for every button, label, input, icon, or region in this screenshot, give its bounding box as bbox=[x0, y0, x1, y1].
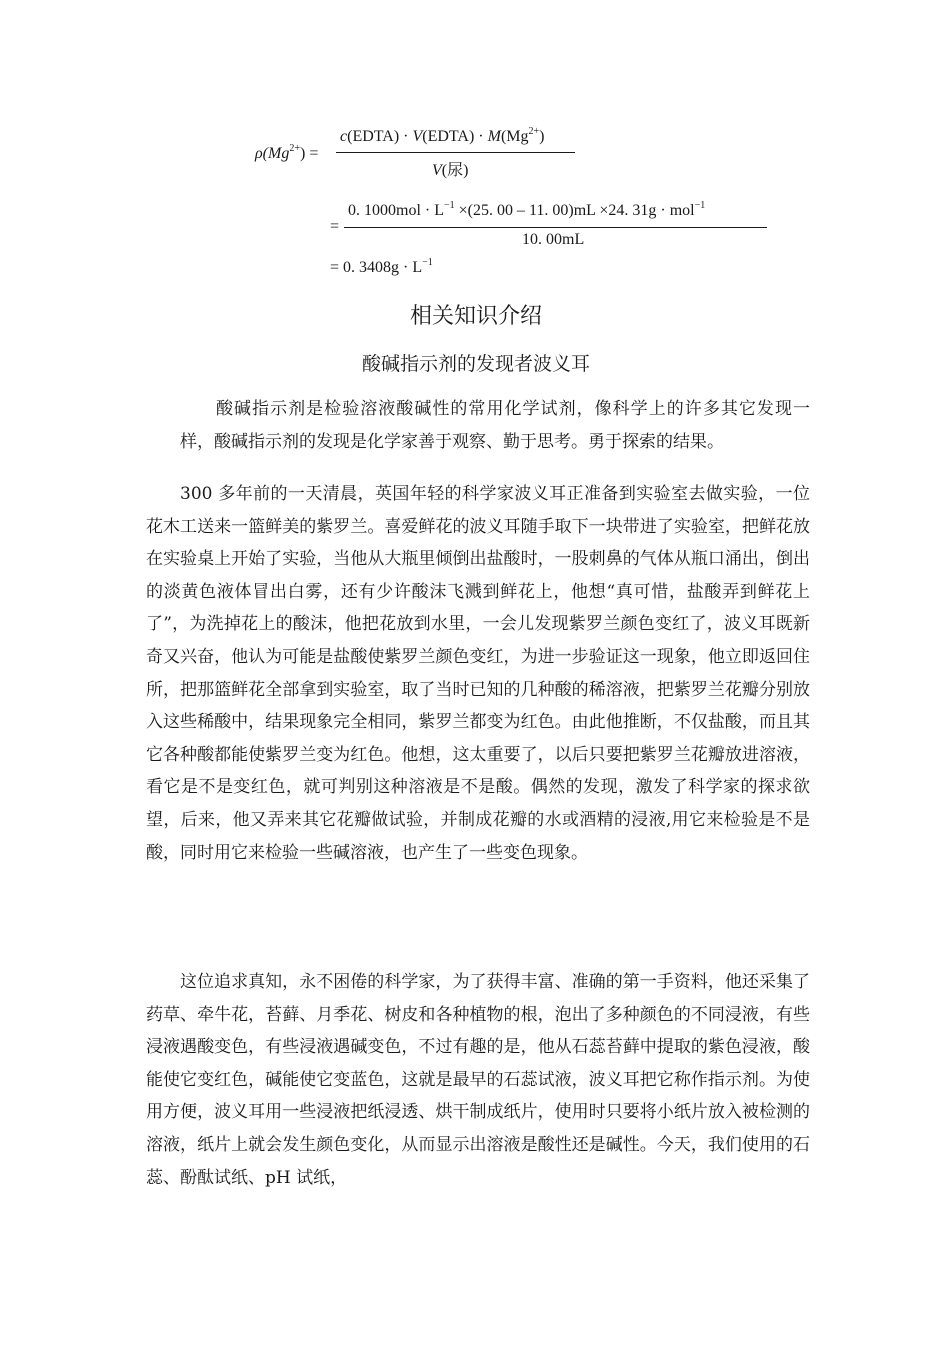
section-subheading: 酸碱指示剂的发现者波义耳 bbox=[361, 353, 590, 375]
formula-denominator-2 bbox=[522, 231, 584, 249]
num1-mg: (Mg bbox=[500, 128, 529, 145]
result-sup: −1 bbox=[422, 257, 433, 268]
fraction-line-1 bbox=[336, 152, 575, 153]
formula-lhs-sup: 2+ bbox=[289, 143, 300, 154]
num1-v: V bbox=[412, 128, 423, 145]
den2-text: 10. 00mL bbox=[522, 231, 585, 248]
num1-close: ) bbox=[539, 128, 545, 145]
num1-edta-2: (EDTA) · bbox=[422, 128, 488, 145]
paragraph-2: 300 多年前的一天清晨，英国年轻的科学家波义耳正准备到实验室去做实验，一位花木工送来一篮鲜美的紫罗兰。喜爱鲜花的波义耳随手取下一块带进了实验室，把鲜花放在实验桌上开始了实验，当他从大瓶里倾倒出盐酸时，一股刺鼻的气体从瓶口涌出，倒出的淡黄色液体冒出白雾，还有少许酸沫飞溅到鲜花上，他想“真可惜，盐酸弄到鲜花上了”，为洗掉花上的酸沫，他把花放到水里，一会儿发现紫罗兰颜色变红了，波义耳既新奇又兴奋，他认为可能是盐酸使紫罗兰颜色变红，为进一步验证这一现象，他立即返回住所，把那篮鲜花全部拿到实验室，取了当时已知的几种酸的稀溶液，把紫罗兰花瓣分别放入这些稀酸中，结果现象完全相同，紫罗兰都变为红色。由此他推断，不仅盐酸，而且其它各种酸都能使紫罗兰变为红色。他想，这太重要了，以后只要把紫罗兰花瓣放进溶液，看它是不是变红色，就可判别这种溶液是不是酸。偶然的发现，激发了科学家的探求欲望，后来，他又弄来其它花瓣做试验，并制成花瓣的水或酒精的浸液,用它来检验是不是酸，同时用它来检验一些碱溶液，也产生了一些变色现象。 bbox=[146, 484, 810, 863]
paragraph-3: 这位追求真知，永不困倦的科学家，为了获得丰富、准确的第一手资料，他还采集了药草、牵牛花，苔藓、月季花、树皮和各种植物的根，泡出了多种颜色的不同浸液，有些浸液遇酸变色，有些浸液遇碱变色，不过有趣的是，他从石蕊苔藓中提取的紫色浸液，酸能使它变红色，碱能使它变蓝色，这就是最早的石蕊试液，波义耳把它称作指示剂。为使用方便，波义耳用一些浸液把纸浸透、烘干制成纸片，使用时只要将小纸片放入被检测的溶液，纸片上就会发生颜色变化，从而显示出溶液是酸性还是碱性。今天，我们使用的石蕊、酚酞试纸、pH 试纸， bbox=[146, 972, 810, 1188]
fraction-line-2 bbox=[344, 227, 767, 228]
formula-result bbox=[330, 259, 433, 277]
num2-sup2: −1 bbox=[694, 200, 706, 211]
num2-sup1: −1 bbox=[444, 200, 455, 211]
section-heading: 相关知识介绍 bbox=[409, 304, 542, 329]
num1-c: c bbox=[340, 128, 348, 145]
formula-numerator-2 bbox=[348, 202, 705, 220]
formula-lhs-text: ρ(Mg bbox=[255, 145, 290, 162]
num2-b: ×(25. 00 – 11. 00)mL ×24. 31g · mol bbox=[454, 202, 695, 219]
formula-denominator-1 bbox=[432, 157, 468, 180]
den1-v: V bbox=[432, 162, 442, 179]
result-text: = 0. 3408g · L bbox=[330, 259, 423, 276]
formula-numerator-1 bbox=[340, 128, 544, 146]
eq2-sign: = bbox=[330, 218, 340, 235]
num1-edta-1: (EDTA) · bbox=[347, 128, 413, 145]
paragraph-1: 酸碱指示剂是检验溶液酸碱性的常用化学试剂，像科学上的许多其它发现一样，酸碱指示剂的发现是化学家善于观察、勤于思考。勇于探索的结果。 bbox=[180, 399, 810, 452]
formula-lhs bbox=[255, 145, 318, 163]
den1-urine: (尿) bbox=[441, 162, 469, 179]
formula-lhs-close: ) = bbox=[299, 145, 319, 162]
num2-a: 0. 1000mol · L bbox=[348, 202, 444, 219]
num1-m: M bbox=[487, 128, 501, 145]
formula-eq-2 bbox=[330, 218, 339, 236]
num1-sup: 2+ bbox=[528, 126, 540, 137]
